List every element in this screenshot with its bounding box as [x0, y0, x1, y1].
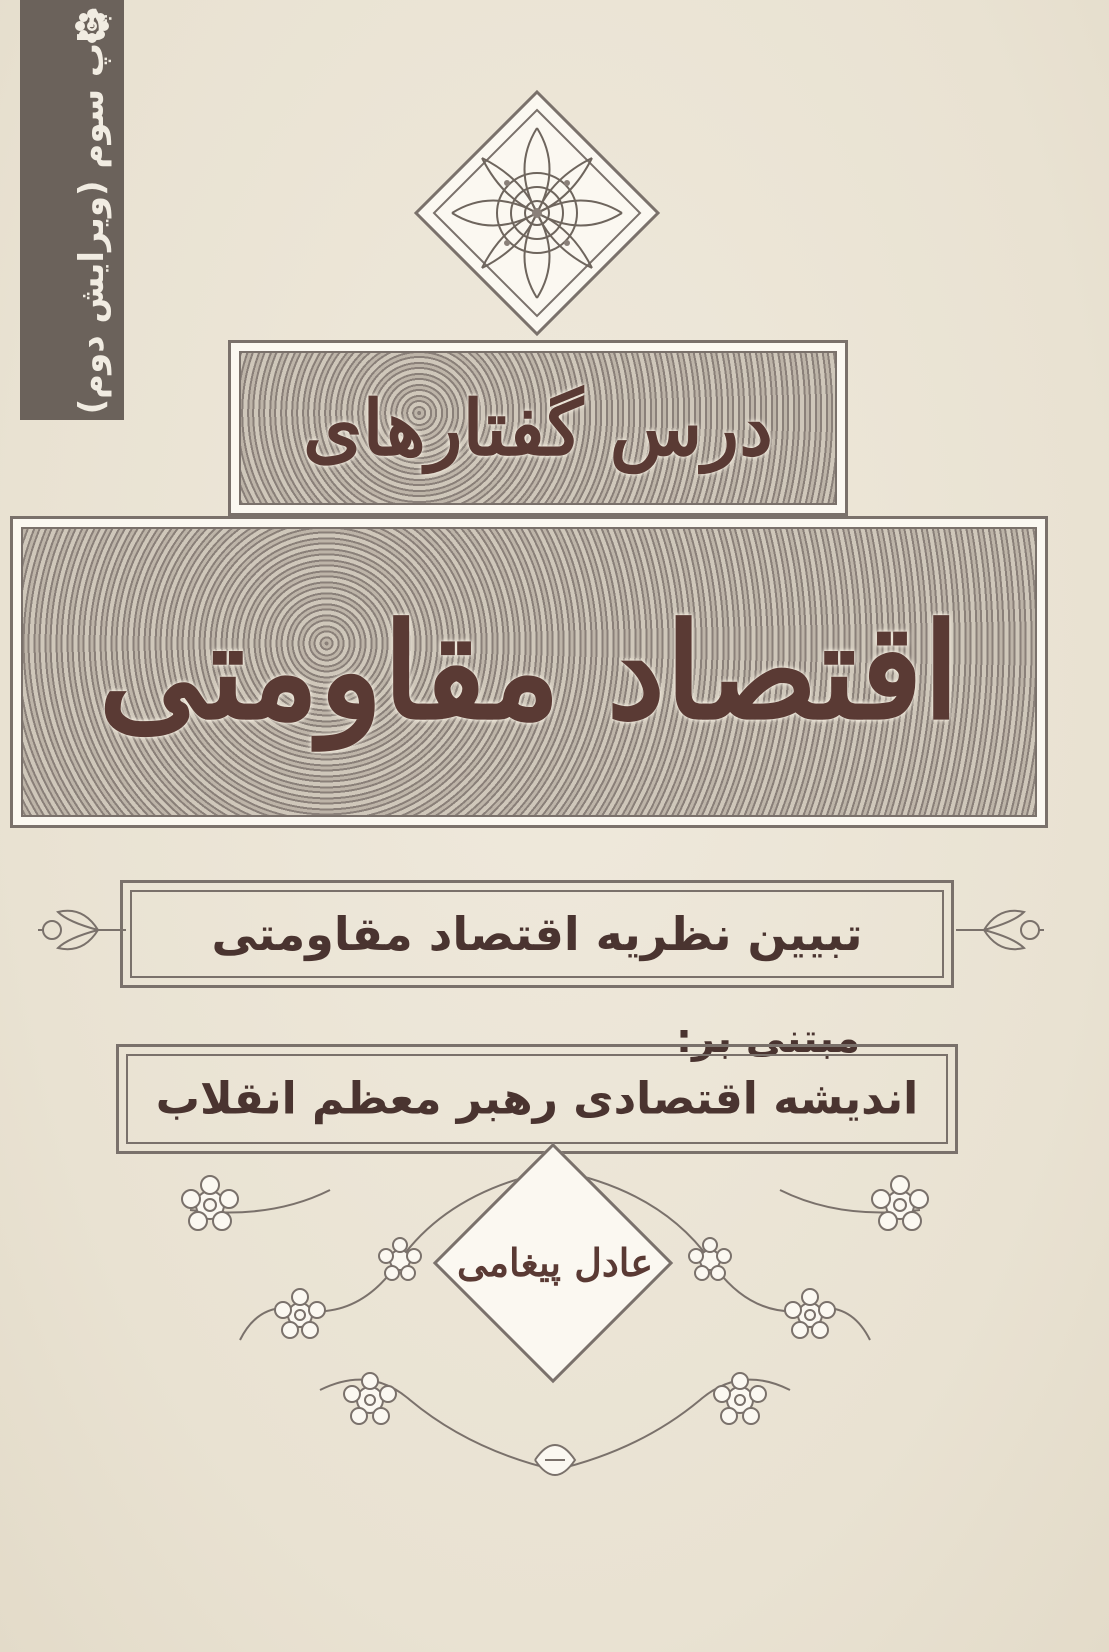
author-name: عادل پیغامی [457, 1240, 653, 1285]
based-on-box [116, 1044, 958, 1154]
main-title: اقتصاد مقاومتی [98, 594, 960, 750]
upper-title-box [228, 340, 848, 516]
edition-band [20, 0, 124, 420]
subtitle-box [120, 880, 954, 988]
left-flower-ornament [38, 898, 128, 962]
main-title-box [10, 516, 1048, 828]
based-on-label: مبتنی بر: [675, 1016, 860, 1062]
upper-title: درس گفتارهای [303, 383, 773, 473]
right-flower-ornament [954, 898, 1044, 962]
subtitle: تبیین نظریه اقتصاد مقاومتی [211, 907, 863, 961]
top-diamond-ornament [412, 88, 662, 338]
edition-label: چاپ سوم (ویرایش دوم) [72, 5, 112, 415]
based-on-text: اندیشه اقتصادی رهبر معظم انقلاب [155, 1073, 919, 1125]
